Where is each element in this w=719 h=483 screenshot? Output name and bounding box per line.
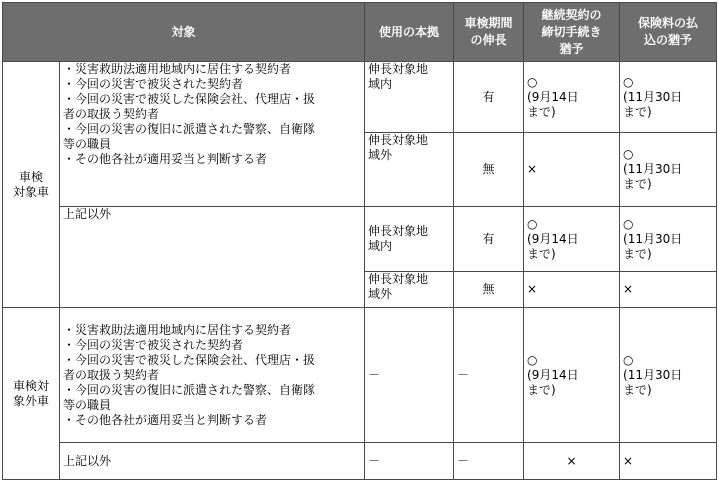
deadline-text: まで)	[623, 177, 652, 191]
table-row	[3, 308, 717, 443]
table-row	[3, 443, 717, 480]
header-extension-line: の伸長	[470, 33, 507, 47]
category-not-inspected-vehicle	[3, 308, 60, 480]
deadline-text: (9月14日	[527, 231, 579, 246]
area-line: 域外	[368, 148, 393, 162]
deadline-text: (11月30日	[623, 89, 683, 104]
cross-mark: ×	[524, 443, 620, 480]
circle-mark: ○	[623, 216, 634, 231]
category-inspected-vehicle	[3, 62, 60, 308]
target-list-item: 等の職員	[63, 397, 112, 412]
contract-grace-cell	[524, 308, 620, 443]
target-list-item: ・今回の災害で被災された契約者	[63, 337, 244, 352]
extension-no: 無	[454, 272, 524, 308]
header-target: 対象	[3, 3, 365, 62]
header-contract-line: 継続契約の	[541, 7, 602, 22]
premium-grace-cell	[620, 207, 717, 272]
target-list-item: 者の取扱う契約者	[63, 107, 160, 121]
circle-mark: ○	[623, 74, 634, 89]
cross-mark: ×	[524, 272, 620, 308]
header-area: 使用の本拠	[365, 3, 454, 62]
extension-no: 無	[454, 133, 524, 207]
area-inside	[365, 207, 454, 272]
area-line: 域内	[368, 239, 393, 253]
other-target-cell: 上記以外	[60, 207, 365, 308]
header-contract-line: 締切手続き	[541, 24, 602, 39]
target-list-cell	[60, 62, 365, 207]
target-list-item: 者の取扱う契約者	[63, 367, 160, 382]
area-line: 域内	[368, 77, 393, 91]
cross-mark: ×	[620, 443, 717, 480]
dash-mark: －	[365, 308, 454, 443]
premium-grace-cell	[620, 133, 717, 207]
header-premium-line: 保険料の払	[638, 16, 699, 30]
grace-period-table	[2, 2, 717, 480]
premium-grace-cell	[620, 308, 717, 443]
target-list-item: ・災害救助法適用地域内に居住する契約者	[63, 62, 292, 76]
header-row	[3, 3, 717, 62]
area-line: 域外	[368, 287, 393, 301]
target-list-item: ・今回の災害の復旧に派遣された警察、自衛隊	[63, 122, 316, 136]
target-list-item: ・今回の災害の復旧に派遣された警察、自衛隊	[63, 382, 316, 397]
circle-mark: ○	[527, 216, 538, 231]
deadline-text: まで)	[527, 382, 556, 397]
header-premium-line: 込の猶予	[644, 33, 693, 47]
area-line: 伸長対象地	[368, 62, 429, 76]
area-outside	[365, 133, 454, 207]
category-line: 対象車	[12, 184, 49, 199]
target-list-item: 等の職員	[63, 137, 112, 151]
deadline-text: まで)	[623, 382, 652, 397]
category-line: 車検対	[12, 378, 49, 393]
deadline-text: (9月14日	[527, 89, 579, 104]
target-list-item: ・災害救助法適用地域内に居住する契約者	[63, 322, 292, 337]
dash-mark: －	[365, 443, 454, 480]
deadline-text: まで)	[527, 104, 556, 119]
deadline-text: (9月14日	[527, 367, 579, 382]
dash-mark: －	[454, 308, 524, 443]
target-list-item: ・今回の災害で被災した保険会社、代理店・扱	[63, 92, 316, 106]
deadline-text: (11月30日	[623, 231, 683, 246]
extension-yes: 有	[454, 62, 524, 133]
dash-mark: －	[454, 443, 524, 480]
circle-mark: ○	[623, 352, 634, 367]
target-list-cell	[60, 308, 365, 443]
table-row	[3, 207, 717, 272]
circle-mark: ○	[527, 74, 538, 89]
header-premium	[620, 3, 717, 62]
area-line: 伸長対象地	[368, 133, 429, 147]
header-contract	[524, 3, 620, 62]
deadline-text: まで)	[527, 246, 556, 261]
deadline-text: (11月30日	[623, 367, 683, 382]
area-outside	[365, 272, 454, 308]
table-row	[3, 62, 717, 133]
header-extension	[454, 3, 524, 62]
target-list-item: ・今回の災害で被災した保険会社、代理店・扱	[63, 352, 316, 367]
premium-grace-cell	[620, 62, 717, 133]
cross-mark: ×	[620, 272, 717, 308]
area-line: 伸長対象地	[368, 224, 429, 238]
target-list-item: ・その他各社が適用妥当と判断する者	[63, 412, 268, 427]
contract-grace-cell	[524, 207, 620, 272]
other-target-cell: 上記以外	[60, 443, 365, 480]
target-list-item: ・今回の災害で被災された契約者	[63, 77, 244, 91]
header-contract-line: 猶予	[559, 41, 584, 56]
deadline-text: まで)	[623, 246, 652, 261]
extension-yes: 有	[454, 207, 524, 272]
category-line: 車検	[18, 169, 43, 184]
target-list-item: ・その他各社が適用妥当と判断する者	[63, 152, 268, 166]
area-line: 伸長対象地	[368, 272, 429, 286]
cross-mark: ×	[524, 133, 620, 207]
circle-mark: ○	[527, 352, 538, 367]
category-line: 象外車	[12, 393, 49, 408]
area-inside	[365, 62, 454, 133]
circle-mark: ○	[623, 147, 634, 161]
deadline-text: (11月30日	[623, 162, 683, 176]
deadline-text: まで)	[623, 104, 652, 119]
contract-grace-cell	[524, 62, 620, 133]
header-extension-line: 車検期間	[464, 16, 513, 30]
